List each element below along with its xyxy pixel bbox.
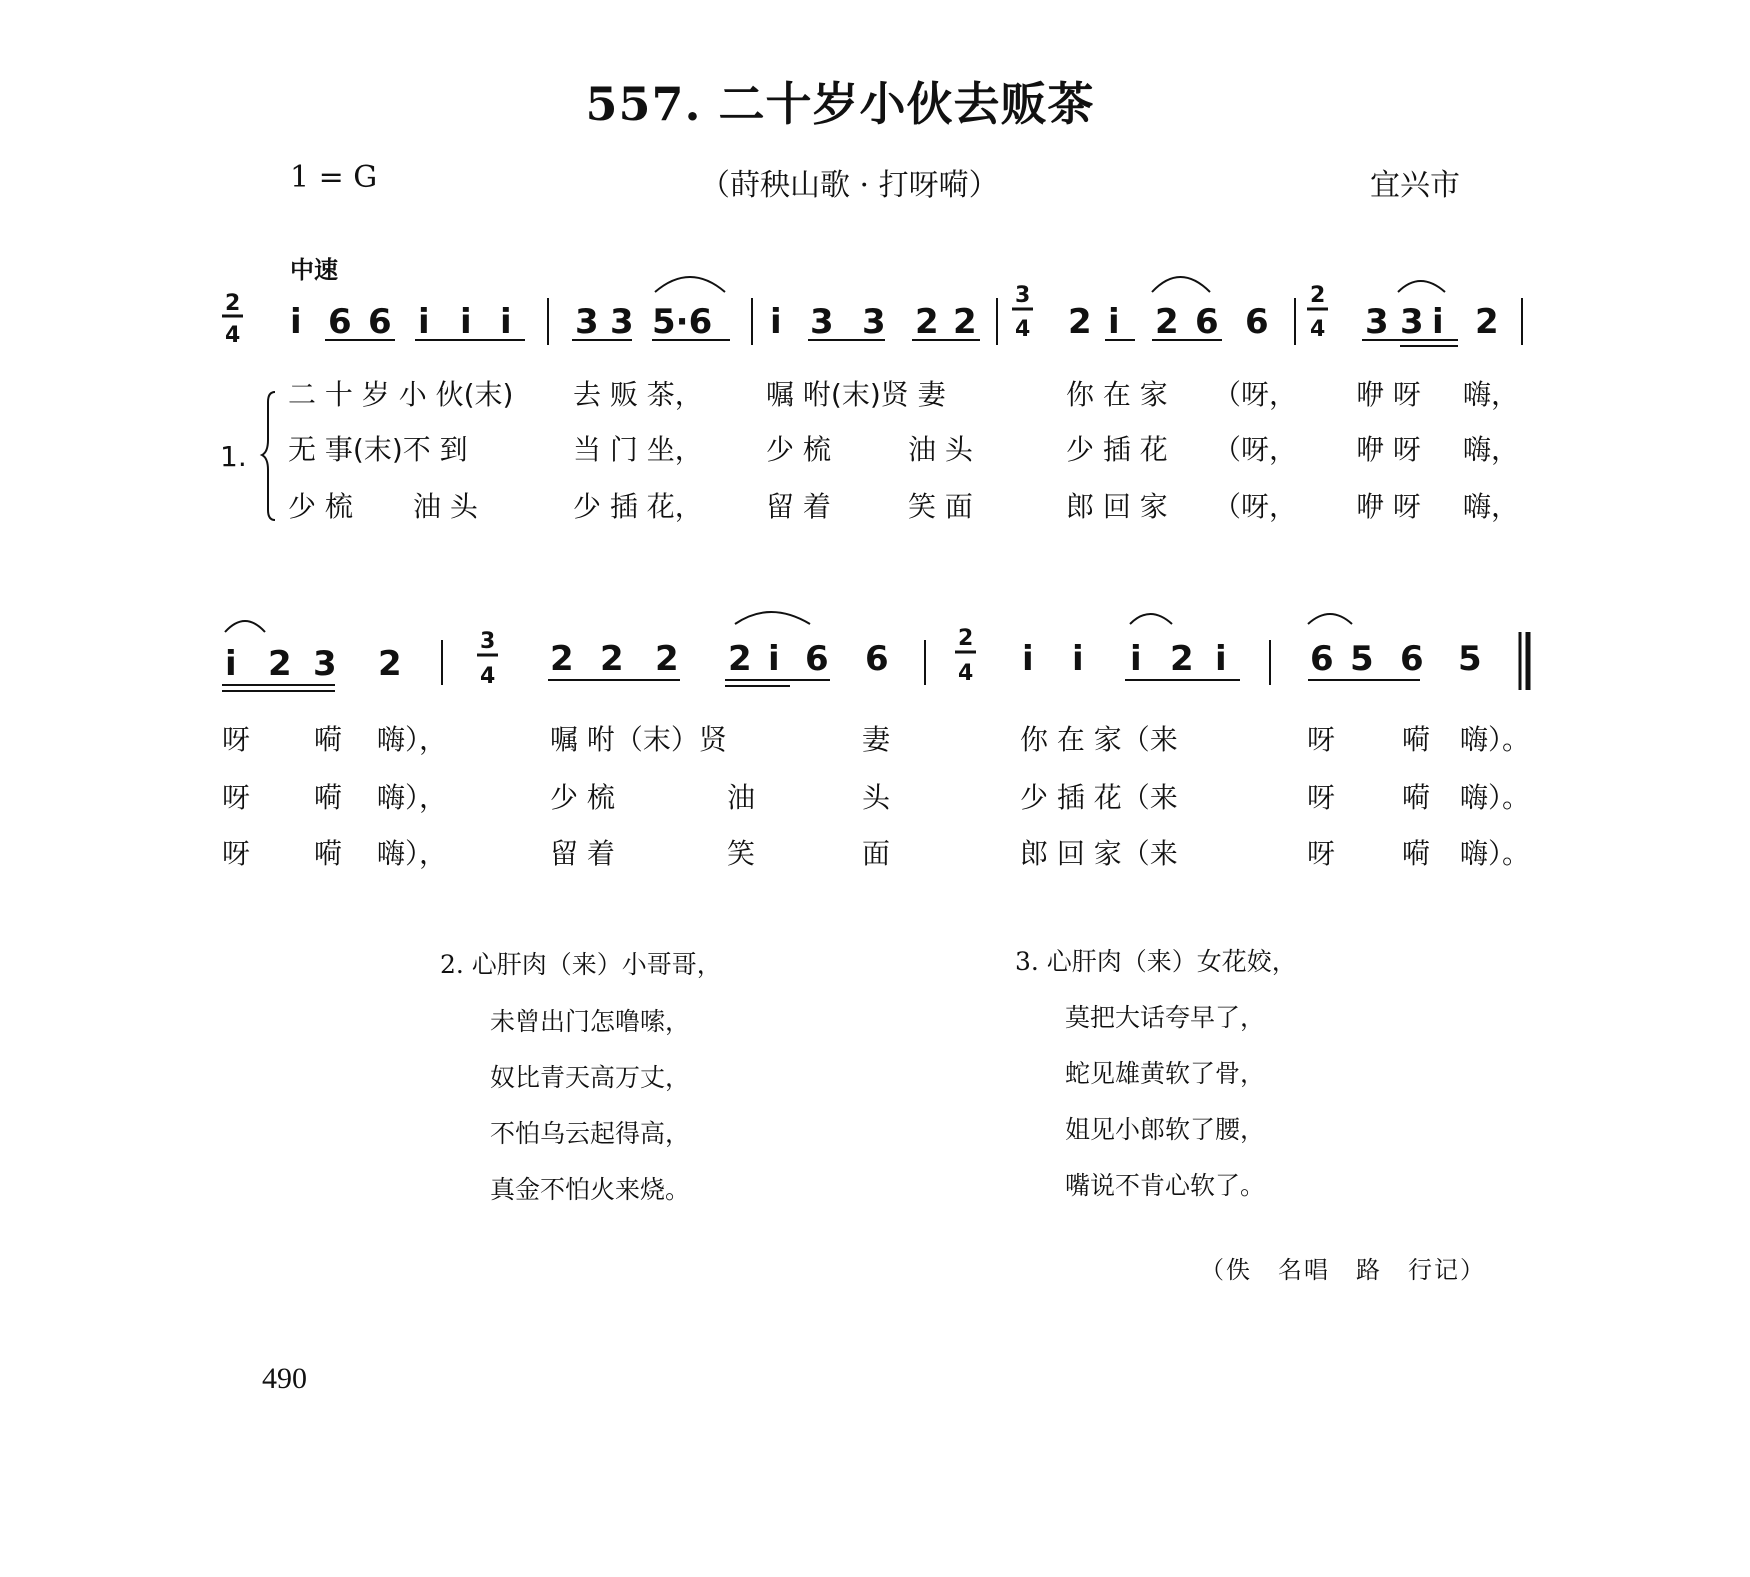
verse-line: 真金不怕火来烧。 <box>490 1175 691 1204</box>
note: 3 <box>810 302 834 342</box>
note: 2 <box>915 302 939 342</box>
key-signature: 1 = G <box>290 160 378 195</box>
note: i <box>1432 302 1444 342</box>
verse-line: 3. 心肝肉（来）女花姣， <box>1015 947 1297 976</box>
time-signature <box>1307 283 1328 342</box>
note: 3 <box>610 302 634 342</box>
verse-brace <box>262 392 275 520</box>
time-signature <box>222 291 243 348</box>
note: 6 <box>1245 302 1269 342</box>
note: i <box>225 644 237 684</box>
note: 2 <box>1068 302 1092 342</box>
note: 2 <box>600 639 624 679</box>
song-subtitle: （莳秧山歌 · 打呀嗬） <box>700 168 999 203</box>
note: 6 <box>805 639 829 679</box>
page-number: 490 <box>262 1362 307 1395</box>
note: 6 <box>1310 639 1334 679</box>
svg-text:4: 4 <box>480 664 496 689</box>
time-signature <box>955 626 976 686</box>
note: 6 <box>368 302 392 342</box>
note: 2 <box>1475 302 1499 342</box>
verse-line: 奴比青天高万丈， <box>490 1063 691 1092</box>
note: 3 <box>1365 302 1389 342</box>
note: i <box>418 302 430 342</box>
verse-line: 嘴说不肯心软了。 <box>1065 1171 1266 1200</box>
svg-text:4: 4 <box>225 323 241 348</box>
note: 6 <box>865 639 889 679</box>
svg-text:2: 2 <box>958 626 974 651</box>
svg-text:3: 3 <box>480 629 496 654</box>
note: i <box>1108 302 1120 342</box>
credit-line: （佚 名唱 路 行记） <box>1200 1256 1486 1284</box>
note: 5 <box>1350 639 1374 679</box>
verse-number: 1. <box>220 440 247 473</box>
note: 5·6 <box>652 302 713 342</box>
note: i <box>500 302 512 342</box>
note: 3 <box>1400 302 1424 342</box>
note: 2 <box>1155 302 1179 342</box>
verse-line: 不怕乌云起得高， <box>490 1119 691 1148</box>
note: 3 <box>313 644 337 684</box>
svg-text:4: 4 <box>1310 317 1326 342</box>
note: i <box>770 302 782 342</box>
note: 2 <box>550 639 574 679</box>
time-signature <box>477 629 498 689</box>
note: i <box>1072 639 1084 679</box>
svg-text:3: 3 <box>1015 283 1031 308</box>
note: 5 <box>1458 639 1482 679</box>
note: i <box>1022 639 1034 679</box>
svg-text:4: 4 <box>958 661 974 686</box>
region-label: 宜兴市 <box>1370 168 1460 203</box>
note: 6 <box>328 302 352 342</box>
verse-line: 姐见小郎软了腰， <box>1065 1115 1266 1144</box>
song-title: 557. 二十岁小伙去贩茶 <box>585 77 1095 131</box>
note: 3 <box>575 302 599 342</box>
svg-text:2: 2 <box>1310 283 1326 308</box>
note: i <box>460 302 472 342</box>
verse-line: 莫把大话夸早了， <box>1065 1003 1266 1032</box>
verse-line: 蛇见雄黄软了骨， <box>1065 1059 1266 1088</box>
note: 2 <box>655 639 679 679</box>
row2-notes <box>225 639 1482 684</box>
tempo-marking: 中速 <box>290 256 338 284</box>
note: 6 <box>1400 639 1424 679</box>
note: i <box>1130 639 1142 679</box>
svg-text:2: 2 <box>225 291 241 316</box>
verse-line: 2. 心肝肉（来）小哥哥， <box>440 950 722 979</box>
note: 6 <box>1195 302 1219 342</box>
notation-marks <box>222 277 1528 691</box>
verse-line: 未曾出门怎噜嗦， <box>490 1007 691 1036</box>
note: i <box>290 302 302 342</box>
note: 2 <box>728 639 752 679</box>
note: i <box>1215 639 1227 679</box>
time-signature <box>1012 283 1033 342</box>
note: 2 <box>378 644 402 684</box>
note: 2 <box>953 302 977 342</box>
note: 2 <box>268 644 292 684</box>
note: 3 <box>862 302 886 342</box>
note: i <box>768 639 780 679</box>
note: 2 <box>1170 639 1194 679</box>
svg-text:4: 4 <box>1015 317 1031 342</box>
